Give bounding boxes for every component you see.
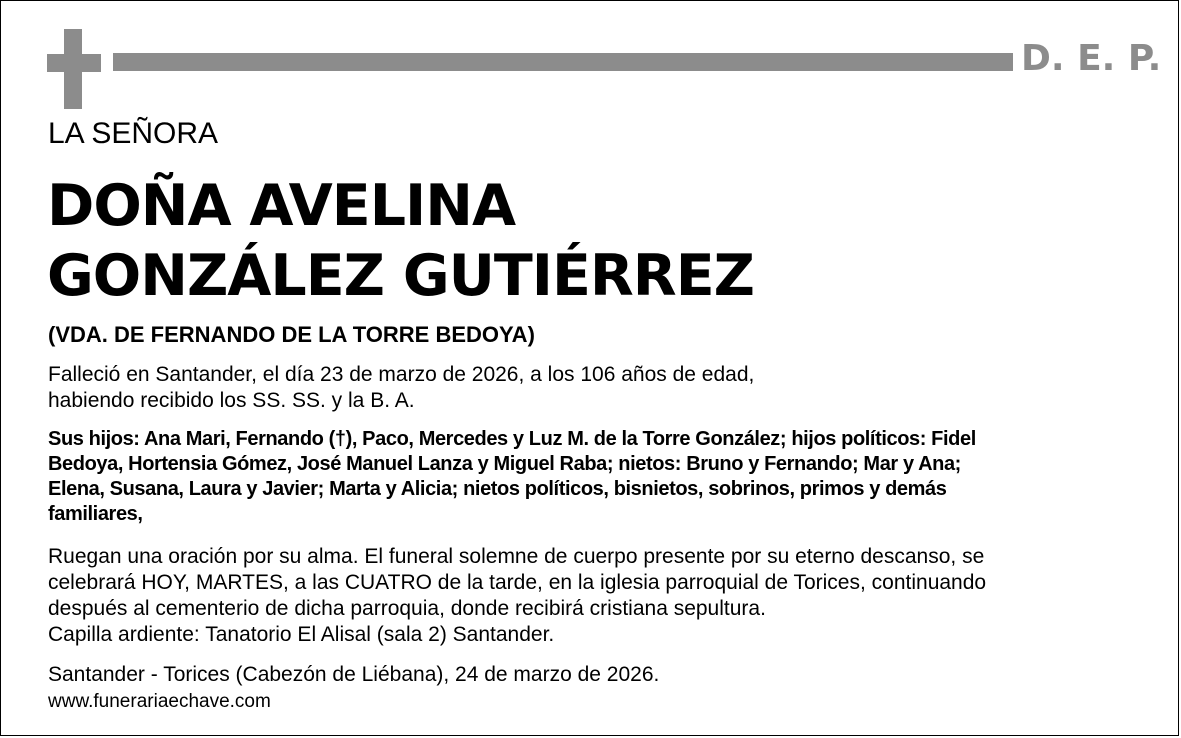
place-date: Santander - Torices (Cabezón de Liébana), 24 de marzo de 2026. (48, 663, 660, 686)
deceased-name-line-2: GONZÁLEZ GUTIÉRREZ (47, 243, 754, 309)
death-line: Falleció en Santander, el día 23 de marzo de 2026, a los 106 años de edad, (48, 363, 755, 386)
salutation: LA SEÑORA (48, 117, 219, 150)
funeral-line: Ruegan una oración por su alma. El funeral solemne de cuerpo presente por su eterno descanso, se (48, 545, 985, 568)
family-line: Elena, Susana, Laura y Javier; Marta y Alicia; nietos políticos, bisnietos, sobrinos, primos y demás (48, 478, 947, 500)
cross-horizontal-bar (47, 54, 101, 72)
widow-of: (VDA. DE FERNANDO DE LA TORRE BEDOYA) (48, 322, 535, 347)
header-rule (113, 53, 1013, 71)
family-line: Bedoya, Hortensia Gómez, José Manuel Lanza y Miguel Raba; nietos: Bruno y Fernando; Mar y Ana; (48, 453, 961, 475)
funeral-line: celebrará HOY, MARTES, a las CUATRO de la tarde, en la iglesia parroquial de Torices, continuando (48, 571, 987, 594)
deceased-name-line-1: DOÑA AVELINA (47, 173, 516, 239)
funeral-paragraph (48, 544, 1158, 648)
death-paragraph (48, 362, 1158, 414)
deceased-name (47, 171, 754, 311)
funeral-line: después al cementerio de dicha parroquia, donde recibirá cristiana sepultura. (48, 597, 766, 620)
dep-label: D. E. P. (1021, 38, 1162, 79)
website-url: www.funerariaechave.com (48, 691, 271, 712)
funeral-line: Capilla ardiente: Tanatorio El Alisal (sala 2) Santander. (48, 623, 555, 646)
family-line: Sus hijos: Ana Mari, Fernando (†), Paco, Mercedes y Luz M. de la Torre González; hijos políticos: Fidel (48, 428, 976, 450)
cross-icon (47, 29, 101, 109)
death-line: habiendo recibido los SS. SS. y la B. A. (48, 389, 415, 412)
family-paragraph (48, 427, 1158, 527)
family-line: familiares, (48, 503, 143, 525)
